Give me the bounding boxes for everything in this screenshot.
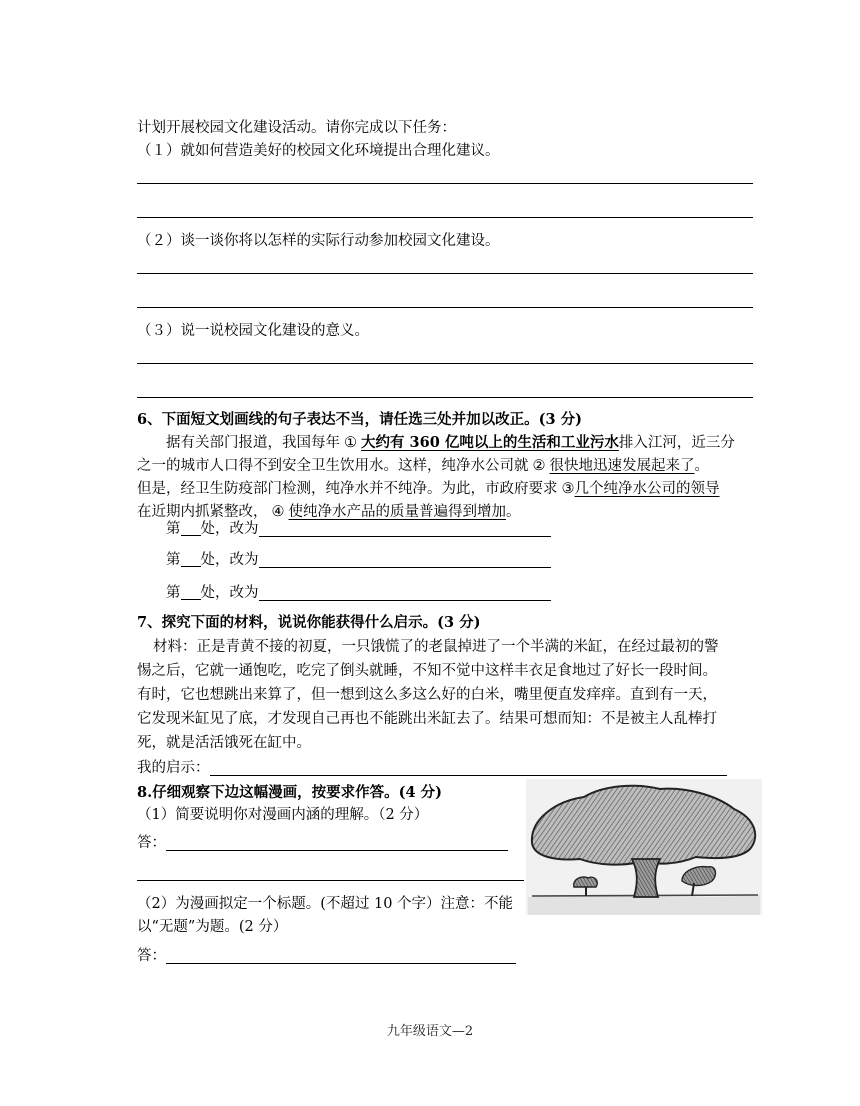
fix-suffix: 处，改为 <box>200 521 259 537</box>
q7-material-line-5: 死，就是活活饿死在缸中。 <box>137 735 311 751</box>
q6-text: 据有关部门报道，我国每年 <box>166 435 340 451</box>
q7-material-line-1: 材料：正是青黄不接的初夏，一只饿慌了的老鼠掉进了一个半满的米缸，在经过最初的警 <box>153 639 719 655</box>
q8-answer-row-1 <box>137 833 508 853</box>
q6-fix-row-3 <box>166 583 551 603</box>
task-2: （２）谈一谈你将以怎样的实际行动参加校园文化建设。 <box>137 233 500 249</box>
page-footer: 九年级语文—2 <box>386 1024 474 1039</box>
q8-title-answer-line[interactable] <box>166 948 516 964</box>
answer-line[interactable] <box>137 273 753 274</box>
q6-fix-row-2 <box>166 550 551 570</box>
q8-answer-line[interactable] <box>166 835 508 851</box>
question-8-title: 8.仔细观察下边这幅漫画，按要求作答。(4 分) <box>137 784 442 801</box>
fix-prefix: 第 <box>166 552 181 568</box>
cartoon-image <box>526 779 762 915</box>
fix-number-blank[interactable] <box>181 584 201 600</box>
fix-number-blank[interactable] <box>181 520 201 536</box>
q6-text: 之一的城市人口得不到安全卫生饮用水。这样，纯净水公司就 <box>137 458 529 474</box>
q8-answer-row-2 <box>137 946 516 966</box>
q6-marker-4: ④ <box>271 504 285 520</box>
q6-text: 但是，经卫生防疫部门检测，纯净水并不纯净。为此，市政府要求 <box>137 481 558 497</box>
answer-line[interactable] <box>137 217 753 218</box>
q8-sub-1: （1）简要说明你对漫画内涵的理解。（2 分） <box>137 807 429 823</box>
question-6-title: 6、下面短文划画线的句子表达不当，请任选三处并加以改正。(3 分) <box>137 411 582 428</box>
question-7-title: 7、探究下面的材料，说说你能获得什么启示。(3 分) <box>137 614 481 631</box>
intro-line: 计划开展校园文化建设活动。请你完成以下任务： <box>137 120 456 136</box>
answer-line[interactable] <box>137 363 753 364</box>
q6-marker-2: ② <box>532 458 546 474</box>
fix-suffix: 处，改为 <box>200 552 259 568</box>
q6-text: 排入江河，近三分 <box>618 435 735 451</box>
q6-text: 。 <box>694 458 709 474</box>
q8-sub-2-line-1: （2）为漫画拟定一个标题。(不超过 10 个字）注意：不能 <box>137 896 514 912</box>
q8-answer-line[interactable] <box>137 880 524 881</box>
fix-suffix: 处，改为 <box>200 585 259 601</box>
q8-answer-label: 答： <box>137 948 166 964</box>
q6-marker-3: ③ <box>561 481 575 497</box>
q8-answer-label: 答： <box>137 835 166 851</box>
answer-line[interactable] <box>137 183 753 184</box>
q6-marker-1: ① <box>344 435 357 451</box>
q6-fix-row-1 <box>166 519 551 539</box>
q6-sentence-3: 几个纯净水公司的领导 <box>574 481 720 497</box>
fix-prefix: 第 <box>166 585 181 601</box>
fix-answer-line[interactable] <box>259 585 551 601</box>
q6-text: 。 <box>506 504 521 520</box>
q6-sentence-4: 使纯净水产品的质量普遍得到增加 <box>288 504 506 520</box>
q6-line-1 <box>166 433 735 453</box>
fix-number-blank[interactable] <box>181 551 201 567</box>
q6-text: 在近期内抓紧整改， <box>137 504 268 520</box>
tree-cartoon-icon <box>526 779 762 915</box>
fix-answer-line[interactable] <box>259 552 551 568</box>
task-1: （１）就如何营造美好的校园文化环境提出合理化建议。 <box>137 143 500 159</box>
fix-prefix: 第 <box>166 521 181 537</box>
q6-line-3 <box>137 479 720 499</box>
task-3: （３）说一说校园文化建设的意义。 <box>137 323 369 339</box>
fix-answer-line[interactable] <box>259 521 551 537</box>
q7-material-line-2: 惕之后，它就一通饱吃，吃完了倒头就睡，不知不觉中这样丰衣足食地过了好长一段时间。 <box>137 663 717 679</box>
q7-answer-line[interactable] <box>210 760 727 776</box>
answer-line[interactable] <box>137 307 753 308</box>
q7-answer-row <box>137 758 727 778</box>
q6-sentence-2: 很快地迅速发展起来了 <box>549 458 695 474</box>
q6-sentence-1: 大约有 360 亿吨以上的生活和工业污水 <box>361 434 619 451</box>
answer-line[interactable] <box>137 397 753 398</box>
q8-sub-2-line-2: 以“无题”为题。(2 分） <box>137 919 288 935</box>
q7-answer-label: 我的启示： <box>137 760 210 776</box>
q6-line-2 <box>137 456 709 476</box>
q7-material-line-4: 它发现米缸见了底，才发现自己再也不能跳出米缸去了。结果可想而知：不是被主人乱棒打 <box>137 711 717 727</box>
q7-material-line-3: 有时，它也想跳出来算了，但一想到这么多这么好的白米，嘴里便直发痒痒。直到有一天， <box>137 687 717 703</box>
